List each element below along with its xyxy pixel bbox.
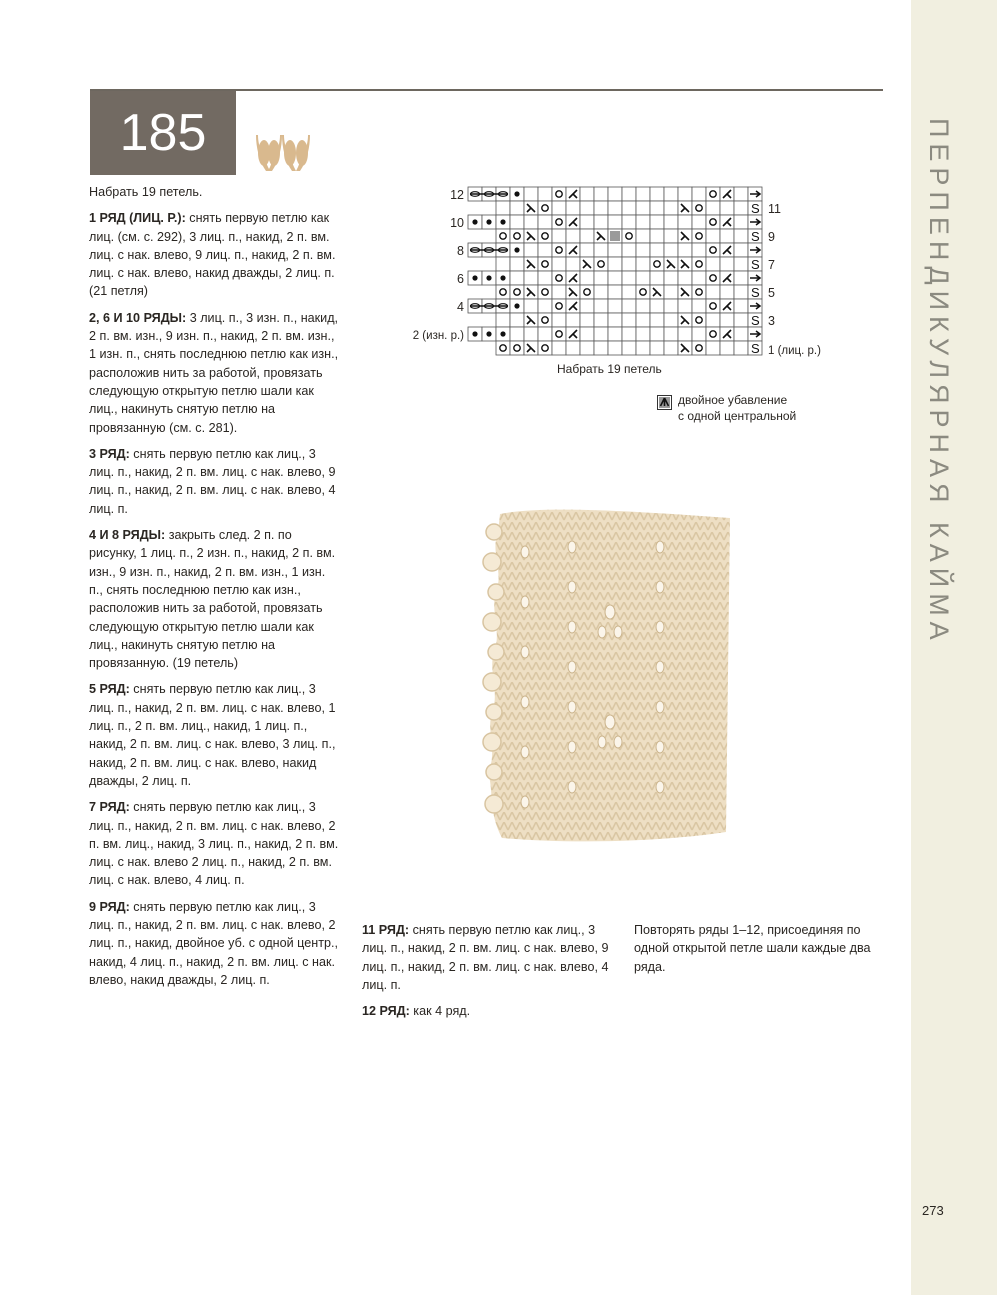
chart-row-label-left: 10 (450, 216, 464, 230)
chart-cell (706, 285, 720, 299)
chart-cell (664, 271, 678, 285)
chart-cell (622, 271, 636, 285)
legend-text (678, 392, 796, 424)
instruction-row-3 (89, 445, 341, 518)
chart-cell (580, 229, 594, 243)
chart-cell (734, 243, 748, 257)
chart-cell (706, 257, 720, 271)
chart-cell (594, 257, 608, 271)
purl-dot (486, 219, 491, 224)
chart-cell (510, 257, 524, 271)
chart-cell (580, 285, 594, 299)
chart-cell (496, 201, 510, 215)
legend-line-2: с одной центральной (678, 409, 797, 423)
chart-row-label-right: 9 (768, 230, 775, 244)
instruction-label: 5 РЯД: (89, 682, 130, 697)
chart-cell (692, 243, 706, 257)
chart-cell (622, 285, 636, 299)
chart-cell (650, 271, 664, 285)
chart-cell (510, 229, 524, 243)
chart-cell (538, 243, 552, 257)
chart-cell (608, 271, 622, 285)
chart-row-label-left: 2 (изн. р.) (412, 330, 464, 342)
chart-cell (720, 341, 734, 355)
chart-cell (706, 215, 720, 229)
chart-cell (706, 313, 720, 327)
chart-cell (566, 229, 580, 243)
chart-cell (692, 313, 706, 327)
purl-dot (472, 219, 477, 224)
chart-cell (692, 341, 706, 355)
slip-stitch-symbol: S (751, 285, 760, 300)
instruction-label: 3 РЯД: (89, 446, 130, 461)
chart-cell (734, 201, 748, 215)
instruction-label: 9 РЯД: (89, 899, 130, 914)
chart-cell (580, 313, 594, 327)
slip-stitch-symbol: S (751, 341, 760, 356)
chart-cell (552, 299, 566, 313)
knitted-swatch-photo (480, 492, 740, 872)
chart-cell (734, 187, 748, 201)
chart-cell (636, 201, 650, 215)
chart-cell (510, 313, 524, 327)
chart-cell (706, 243, 720, 257)
chart-cell (706, 229, 720, 243)
chart-cell (650, 187, 664, 201)
chart-cell (608, 243, 622, 257)
chart-cell (552, 201, 566, 215)
chart-cell (524, 271, 538, 285)
chart-cell (622, 243, 636, 257)
page-number: 273 (922, 1203, 944, 1218)
chart-cell (566, 201, 580, 215)
chart-caption: Набрать 19 петель (557, 362, 662, 376)
chart-cell (664, 215, 678, 229)
chart-cell (580, 187, 594, 201)
chart-cell (664, 299, 678, 313)
chart-cell (734, 271, 748, 285)
knitting-chart (398, 183, 838, 363)
intro-text: Набрать 19 петель. (89, 185, 203, 199)
chart-cell (636, 327, 650, 341)
chart-cell (580, 201, 594, 215)
chart-cell (706, 299, 720, 313)
chart-cell (524, 327, 538, 341)
chart-cell (580, 271, 594, 285)
chart-cell (608, 201, 622, 215)
instruction-text: снять первую петлю как лиц., 3 лиц. п., накид, 2 п. вм. лиц. с нак. влево, 9 лиц. п., накид, 2 п. вм. лиц. с нак. влево, 4 лиц. п. (362, 923, 609, 992)
chart-cell (692, 215, 706, 229)
chart-cell (678, 327, 692, 341)
chart-cell (650, 341, 664, 355)
chart-cell (580, 341, 594, 355)
chart-cell (608, 187, 622, 201)
chart-cell (650, 299, 664, 313)
instruction-label: 11 РЯД: (362, 923, 410, 937)
chart-cell (566, 313, 580, 327)
chart-cell (664, 341, 678, 355)
chart-grid (468, 187, 762, 355)
chart-cell (664, 327, 678, 341)
chart-cell (510, 201, 524, 215)
purl-dot (486, 331, 491, 336)
purl-dot (514, 191, 519, 196)
slip-stitch-symbol: S (751, 201, 760, 216)
chart-cell (734, 327, 748, 341)
purl-dot (514, 303, 519, 308)
chart-cell (510, 327, 524, 341)
chart-cell (552, 285, 566, 299)
chart-cell (622, 229, 636, 243)
chart-cell (608, 327, 622, 341)
chart-cell (664, 201, 678, 215)
chart-cell (566, 257, 580, 271)
chart-cell (720, 229, 734, 243)
chart-cell (552, 187, 566, 201)
chart-cell (678, 299, 692, 313)
chart-cell (524, 187, 538, 201)
chart-cell (734, 341, 748, 355)
chart-cell (594, 327, 608, 341)
chart-cell (552, 257, 566, 271)
instruction-row-12 (362, 1002, 612, 1020)
instruction-label: 4 И 8 РЯДЫ: (89, 528, 166, 543)
double-decrease-icon (657, 395, 672, 410)
chart-row-label-right: 5 (768, 286, 775, 300)
chart-cell (510, 215, 524, 229)
instruction-text: как 4 ряд. (409, 1004, 471, 1019)
chart-cell (692, 229, 706, 243)
chart-cell (510, 341, 524, 355)
purl-dot (514, 247, 519, 252)
chart-cell (538, 187, 552, 201)
instructions-right (634, 921, 884, 984)
instructions-left (89, 183, 341, 997)
chart-cell (692, 271, 706, 285)
chart-cell (622, 187, 636, 201)
chart-cell (538, 271, 552, 285)
instruction-text: закрыть след. 2 п. по рисунку, 1 лиц. п., 2 изн. п., накид, 2 п. вм. изн., 9 изн. п., накид, 2 п. вм. изн., 1 изн. п., снять последнюю петлю как изн., расположив нить за работой, провязать следующую открытую петлю шали как лиц., накинуть снятую петлю на провязанную. (19 петель) (89, 528, 336, 671)
chart-cell (622, 341, 636, 355)
chart-cell (650, 327, 664, 341)
chart-cell (580, 299, 594, 313)
chart-cell (734, 313, 748, 327)
instructions-middle (362, 921, 612, 1028)
chart-cell (650, 243, 664, 257)
chart-cell (608, 285, 622, 299)
chart-cell (496, 257, 510, 271)
chart-cell (734, 215, 748, 229)
chart-cell (678, 243, 692, 257)
chart-cell (510, 285, 524, 299)
chart-cell (720, 285, 734, 299)
chart-cell (664, 187, 678, 201)
instruction-text: снять первую петлю как лиц. (см. с. 292), 3 лиц. п., накид, 2 п. вм. лиц. с нак. влево, 9 лиц. п., накид, 2 п. вм. лиц. с нак. влево, накид дважды, 2 лиц. п. (21 петля) (89, 211, 336, 299)
chart-cell (580, 327, 594, 341)
instruction-row-1 (89, 209, 341, 300)
chart-cell (496, 229, 510, 243)
purl-dot (500, 331, 505, 336)
chart-cell (636, 187, 650, 201)
chart-cell (538, 215, 552, 229)
chart-cell (524, 215, 538, 229)
instruction-row-7 (89, 798, 341, 889)
chart-cell (538, 313, 552, 327)
chart-cell (664, 313, 678, 327)
chart-row-label-right: 7 (768, 258, 775, 272)
chart-cell (580, 243, 594, 257)
slip-stitch-symbol: S (751, 229, 760, 244)
repeat-instruction: Повторять ряды 1–12, присоединяя по одной открытой петле шали каждые два ряда. (634, 923, 871, 974)
chart-row-label-left: 12 (450, 188, 464, 202)
chart-cell (608, 257, 622, 271)
chart-cell (538, 257, 552, 271)
instruction-text: снять первую петлю как лиц., 3 лиц. п., накид, 2 п. вм. лиц. с нак. влево, 2 п. вм. лиц., накид, 3 лиц. п., накид, 2 п. вм. лиц. с нак. влево 2 лиц. п., накид, 2 п. вм. лиц. с нак. влево, 4 лиц. п. (89, 800, 339, 888)
chart-cell (552, 327, 566, 341)
chart-legend (657, 392, 796, 424)
chart-cell (552, 215, 566, 229)
instruction-row-9 (89, 898, 341, 989)
slip-stitch-symbol: S (751, 257, 760, 272)
side-title: ПЕРПЕНДИКУЛЯРНАЯ КАЙМА (924, 118, 954, 646)
chart-cell (496, 341, 510, 355)
chart-cell (608, 313, 622, 327)
chart-cell (622, 299, 636, 313)
chart-cell (664, 229, 678, 243)
chart-cell (622, 313, 636, 327)
chart-cell (678, 215, 692, 229)
chart-cell (594, 341, 608, 355)
chart-cell (636, 285, 650, 299)
chart-cell (622, 201, 636, 215)
chart-cell (608, 299, 622, 313)
chart-cell (706, 187, 720, 201)
instruction-text: снять первую петлю как лиц., 3 лиц. п., накид, 2 п. вм. лиц. с нак. влево, 2 лиц. п., накид, двойное уб. с одной центр., накид, 4 лиц. п., накид, 2 п. вм. лиц. с нак. влево, накид дважды, 2 лиц. п. (89, 899, 338, 987)
purl-dot (500, 219, 505, 224)
chart-cell (706, 271, 720, 285)
chart-cell (650, 215, 664, 229)
chart-cell (594, 271, 608, 285)
double-decrease-cell (610, 231, 620, 241)
chart-cell (636, 229, 650, 243)
chart-cell (636, 215, 650, 229)
chart-cell (650, 313, 664, 327)
chart-row-label-right: 3 (768, 314, 775, 328)
chart-cell (622, 215, 636, 229)
chart-cell (580, 215, 594, 229)
chart-cell (636, 313, 650, 327)
instruction-text: снять первую петлю как лиц., 3 лиц. п., накид, 2 п. вм. лиц. с нак. влево, 1 лиц. п., 2 п. вм. лиц., накид, 1 лиц. п., накид, 2 п. вм. лиц. с нак. влево, 3 лиц. п., накид, 2 п. вм. лиц. с нак. влево, накид дважды, 2 лиц. п. (89, 682, 336, 788)
chart-row-label-right: 11 (768, 202, 781, 216)
chart-cell (692, 201, 706, 215)
chart-row-label-left: 6 (457, 272, 464, 286)
chart-cell (510, 271, 524, 285)
chart-cell (664, 285, 678, 299)
chart-cell (636, 243, 650, 257)
chart-cell (608, 341, 622, 355)
chart-cell (594, 243, 608, 257)
chart-cell (538, 341, 552, 355)
instruction-text: снять первую петлю как лиц., 3 лиц. п., накид, 2 п. вм. лиц. с нак. влево, 9 лиц. п., накид, 2 п. вм. лиц. с нак. влево, 4 лиц. п. (89, 446, 336, 516)
pattern-number: 185 (90, 91, 236, 175)
chart-cell (594, 201, 608, 215)
chart-cell (678, 271, 692, 285)
instruction-label: 1 РЯД (ЛИЦ. Р.): (89, 211, 186, 226)
chart-row-label-left: 4 (457, 300, 464, 314)
instruction-row-5 (89, 680, 341, 790)
chart-cell (552, 229, 566, 243)
instruction-row-4 (89, 526, 341, 672)
chart-cell (636, 271, 650, 285)
chart-cell (538, 327, 552, 341)
chart-cell (734, 229, 748, 243)
chart-cell (594, 299, 608, 313)
chart-cell (538, 201, 552, 215)
chart-cell (594, 285, 608, 299)
chart-cell (692, 299, 706, 313)
chart-cell (734, 257, 748, 271)
chart-cell (678, 187, 692, 201)
chart-cell (692, 257, 706, 271)
chart-cell (734, 299, 748, 313)
chart-row-label-left: 8 (457, 244, 464, 258)
chart-cell (524, 299, 538, 313)
purl-dot (486, 275, 491, 280)
instruction-text: 3 лиц. п., 3 изн. п., накид, 2 п. вм. изн., 9 изн. п., накид, 2 п. вм. изн., 1 изн. п., снять последнюю петлю как изн., расположив нить за работой, провязать следующую открытую петлю шали как лиц., накинуть снятую петлю на провязанную (см. с. 281). (89, 310, 339, 435)
chart-cell (650, 257, 664, 271)
legend-line-1: двойное убавление (678, 393, 788, 407)
chart-cell (594, 313, 608, 327)
chart-cell (538, 229, 552, 243)
chart-cell (636, 341, 650, 355)
chart-cell (552, 243, 566, 257)
chart-cell (622, 327, 636, 341)
chart-cell (692, 187, 706, 201)
chart-cell (692, 285, 706, 299)
chart-cell (622, 257, 636, 271)
chart-cell (566, 341, 580, 355)
instruction-row-11 (362, 921, 612, 994)
purl-dot (472, 275, 477, 280)
chart-cell (538, 285, 552, 299)
instruction-label: 7 РЯД: (89, 800, 130, 815)
chart-cell (524, 243, 538, 257)
chart-row-label-right: 1 (лиц. р.) (768, 345, 821, 357)
chart-cell (594, 215, 608, 229)
chart-cell (594, 187, 608, 201)
instruction-row-2 (89, 309, 341, 437)
chart-cell (496, 313, 510, 327)
chart-cell (706, 341, 720, 355)
chart-cell (650, 229, 664, 243)
chart-cell (720, 201, 734, 215)
chart-cell (608, 215, 622, 229)
knit-stitch-icon (255, 133, 311, 173)
chart-cell (706, 327, 720, 341)
chart-cell (538, 299, 552, 313)
chart-cell (552, 271, 566, 285)
chart-cell (720, 313, 734, 327)
chart-cell (496, 285, 510, 299)
chart-cell (636, 257, 650, 271)
instruction-label: 2, 6 И 10 РЯДЫ: (89, 310, 187, 325)
chart-cell (734, 285, 748, 299)
purl-dot (472, 331, 477, 336)
instruction-label: 12 РЯД: (362, 1004, 410, 1019)
chart-cell (552, 313, 566, 327)
chart-cell (692, 327, 706, 341)
chart-cell (636, 299, 650, 313)
slip-stitch-symbol: S (751, 313, 760, 328)
chart-cell (720, 257, 734, 271)
chart-cell (552, 341, 566, 355)
purl-dot (500, 275, 505, 280)
chart-cell (664, 243, 678, 257)
chart-cell (706, 201, 720, 215)
chart-cell (650, 201, 664, 215)
